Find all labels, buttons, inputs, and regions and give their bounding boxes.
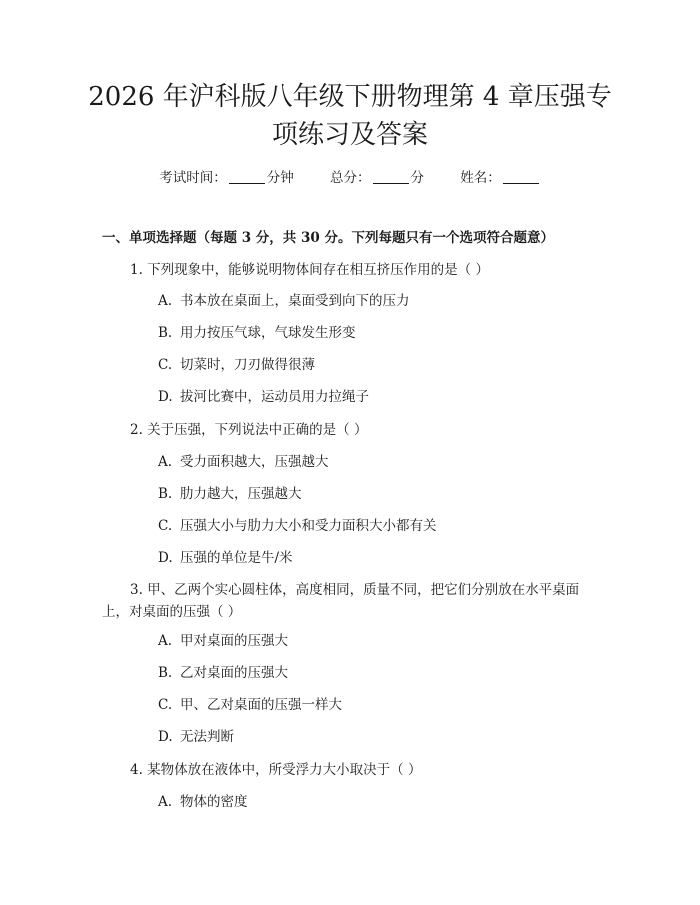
option-letter: B.	[158, 665, 173, 681]
exam-time-blank	[229, 169, 265, 184]
question-4-option-a	[158, 792, 598, 812]
question-3-option-a	[158, 631, 598, 651]
exam-score	[330, 168, 424, 188]
option-letter: B.	[158, 486, 173, 502]
exam-meta-line	[0, 168, 700, 188]
question-3	[102, 579, 600, 623]
question-1-option-d	[158, 387, 598, 407]
option-letter: C.	[158, 518, 173, 534]
question-3-option-b	[158, 663, 598, 683]
option-text: 压强的单位是牛/米	[180, 550, 293, 566]
question-stem: 2. 关于压强，下列说法中正确的是（ ）	[130, 422, 368, 438]
exam-time-label: 考试时间：	[159, 170, 227, 186]
option-text: 无法判断	[180, 729, 234, 745]
option-letter: D.	[158, 550, 173, 566]
question-stem: 1. 下列现象中，能够说明物体间存在相互挤压作用的是（ ）	[130, 262, 489, 278]
option-text: 肋力越大，压强越大	[180, 486, 302, 502]
exam-name-blank	[503, 169, 539, 184]
question-4	[102, 759, 600, 781]
option-text: 拔河比赛中，运动员用力拉绳子	[180, 389, 369, 405]
option-letter: A.	[158, 794, 173, 810]
option-letter: A.	[158, 454, 173, 470]
exam-time-unit: 分钟	[266, 170, 294, 186]
option-letter: D.	[158, 729, 173, 745]
question-2-option-b	[158, 484, 598, 504]
option-text: 书本放在桌面上，桌面受到向下的压力	[180, 293, 410, 309]
exam-score-blank	[373, 169, 409, 184]
question-2	[102, 419, 600, 441]
question-3-option-d	[158, 727, 598, 747]
option-text: 物体的密度	[180, 794, 248, 810]
option-letter: C.	[158, 357, 173, 373]
exam-score-unit: 分	[410, 170, 424, 186]
question-2-option-d	[158, 548, 598, 568]
question-1	[102, 259, 600, 281]
title-line-2: 项练习及答案	[271, 120, 428, 150]
question-3-option-c	[158, 695, 598, 715]
exam-name	[460, 168, 541, 188]
option-letter: C.	[158, 697, 173, 713]
question-1-option-c	[158, 355, 598, 375]
option-text: 乙对桌面的压强大	[180, 665, 288, 681]
exam-score-label: 总分：	[330, 170, 371, 186]
question-stem: 3. 甲、乙两个实心圆柱体，高度相同，质量不同，把它们分别放在水平桌面上，对桌面的压强（ ）	[102, 582, 580, 620]
document-title	[60, 78, 640, 154]
option-text: 甲对桌面的压强大	[180, 633, 288, 649]
title-line-1: 2026 年沪科版八年级下册物理第 4 章压强专	[88, 82, 612, 112]
section-heading: 一、单项选择题（每题 3 分，共 30 分。下列每题只有一个选项符合题意）	[102, 230, 554, 246]
option-letter: B.	[158, 325, 173, 341]
option-letter: A.	[158, 633, 173, 649]
question-1-option-a	[158, 291, 598, 311]
question-stem: 4. 某物体放在液体中，所受浮力大小取决于（ ）	[130, 762, 422, 778]
option-text: 受力面积越大，压强越大	[180, 454, 329, 470]
question-1-option-b	[158, 323, 598, 343]
option-text: 切菜时，刀刃做得很薄	[180, 357, 315, 373]
question-2-option-a	[158, 452, 598, 472]
option-letter: D.	[158, 389, 173, 405]
exam-name-label: 姓名：	[460, 170, 501, 186]
question-2-option-c	[158, 516, 598, 536]
option-letter: A.	[158, 293, 173, 309]
option-text: 压强大小与肋力大小和受力面积大小都有关	[180, 518, 437, 534]
exam-time	[159, 168, 294, 188]
option-text: 用力按压气球，气球发生形变	[180, 325, 356, 341]
option-text: 甲、乙对桌面的压强一样大	[180, 697, 342, 713]
